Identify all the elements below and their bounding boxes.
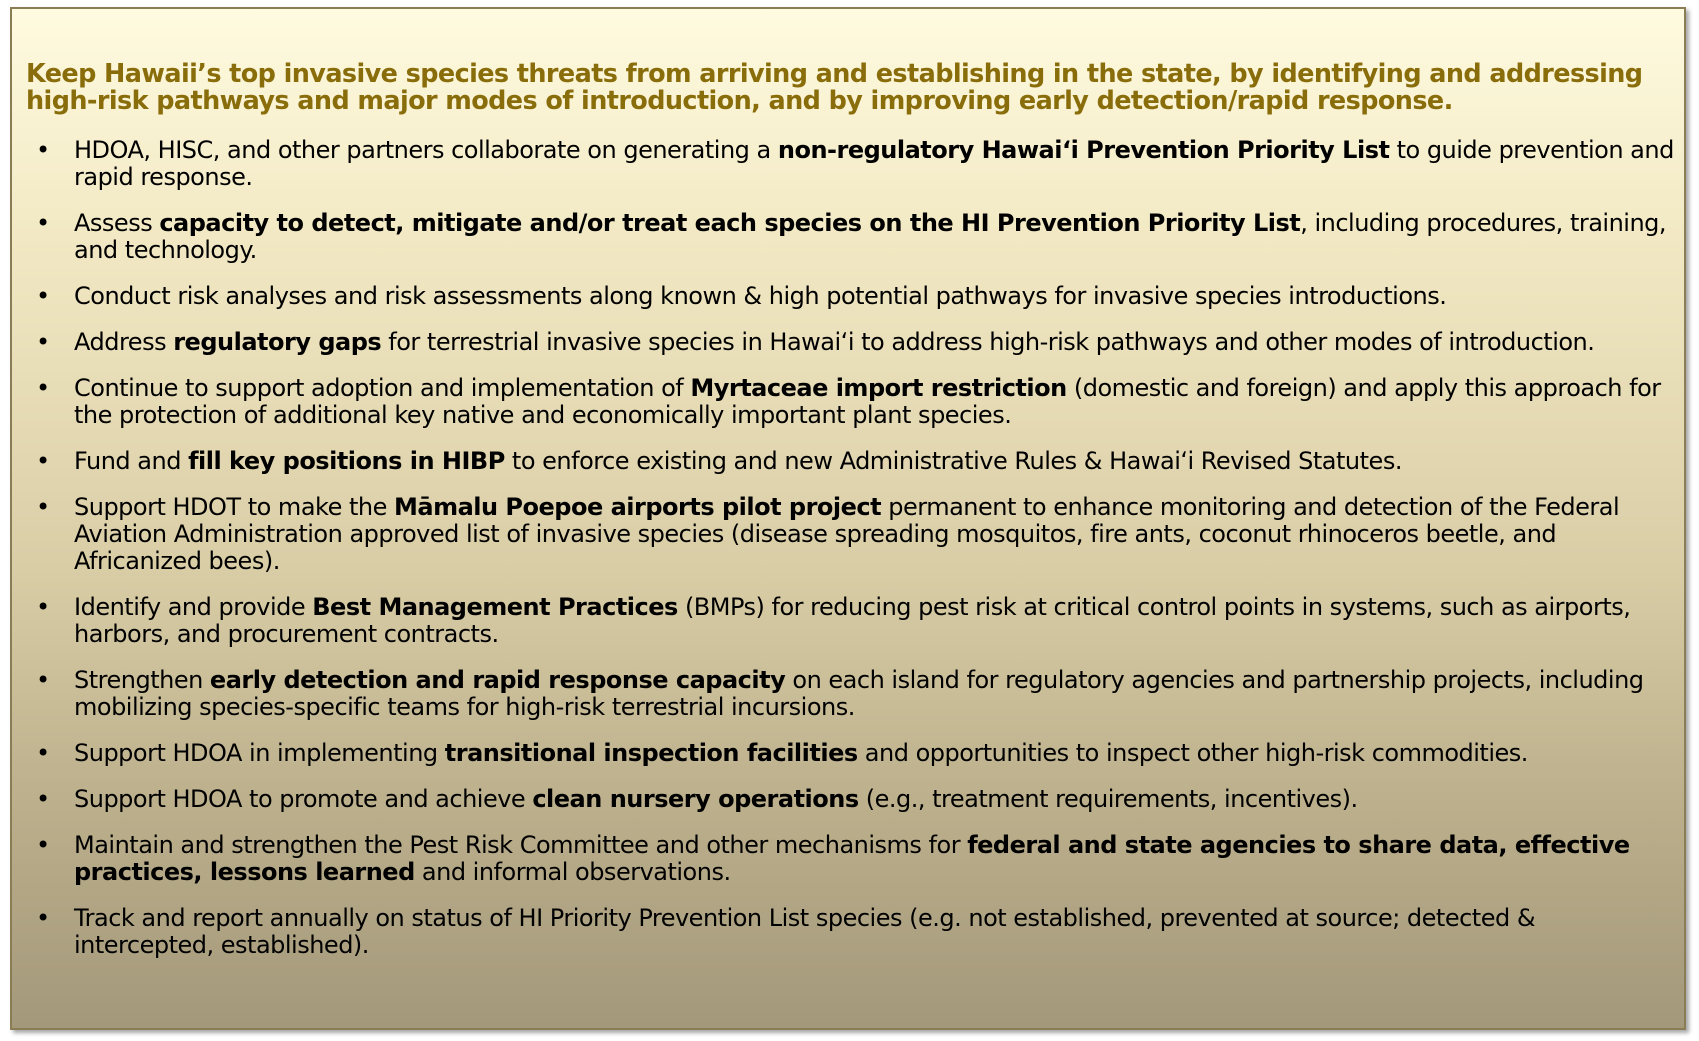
action-item: [26, 448, 1676, 475]
action-item: [26, 283, 1676, 310]
action-item-emphasis: Māmalu Poepoe airports pilot project: [393, 493, 882, 521]
action-item-text: and informal observations.: [414, 858, 731, 886]
action-item-text: (e.g., treatment requirements, incentives).: [858, 785, 1358, 813]
action-item-text: Fund and: [74, 447, 189, 475]
action-item-text: Support HDOT to make the: [74, 493, 394, 521]
action-item-text: HDOA, HISC, and other partners collaborate on generating a: [74, 136, 778, 164]
bullet-icon: •: [36, 282, 50, 310]
action-item-text: to enforce existing and new Administrative Rules & Hawaiʻi Revised Statutes.: [504, 447, 1402, 475]
action-item-text: for terrestrial invasive species in Hawaiʻi to address high-risk pathways and other modes of introduction.: [381, 328, 1595, 356]
action-item-emphasis: non-regulatory Hawaiʻi Prevention Priority List: [777, 136, 1390, 164]
bullet-icon: •: [36, 493, 50, 521]
bullet-icon: •: [36, 447, 50, 475]
action-item-text: permanent to enhance monitoring and detection of the Federal Aviation Administration approved list of invasive species (disease spreading mosquitos, fire ants, coconut rhinoceros beetle, and Africanized bees).: [74, 493, 1620, 575]
bullet-icon: •: [36, 666, 50, 694]
bullet-icon: •: [36, 785, 50, 813]
action-item-text: (domestic and foreign) and apply this approach for the protection of additional key native and economically important plant species.: [74, 374, 1661, 429]
bullet-icon: •: [36, 739, 50, 767]
action-item-emphasis: federal and state agencies to share data, effective practices, lessons learned: [74, 831, 1630, 886]
action-item-text: (BMPs) for reducing pest risk at critical control points in systems, such as airports, harbors, and procurement contracts.: [74, 593, 1631, 648]
action-item: [26, 210, 1676, 264]
bullet-icon: •: [36, 593, 50, 621]
goal-heading: Keep Hawaii’s top invasive species threats from arriving and establishing in the state, by identifying and addressing high-risk pathways and major modes of introduction, and by improving early detection/rapid response.: [26, 59, 1643, 116]
action-item: [26, 740, 1676, 767]
action-item-text: Support HDOA in implementing: [74, 739, 445, 767]
bullet-icon: •: [36, 831, 50, 859]
action-item-text: Conduct risk analyses and risk assessments along known & high potential pathways for invasive species introductions.: [74, 282, 1447, 310]
action-item-text: Maintain and strengthen the Pest Risk Committee and other mechanisms for: [74, 831, 968, 859]
action-item-emphasis: regulatory gaps: [173, 328, 382, 356]
bullet-icon: •: [36, 328, 50, 356]
action-item-emphasis: Myrtaceae import restriction: [690, 374, 1067, 402]
action-item: [26, 667, 1676, 721]
action-item: [26, 375, 1676, 429]
action-item-emphasis: fill key positions in HIBP: [188, 447, 505, 475]
action-item: [26, 786, 1676, 813]
action-item-emphasis: capacity to detect, mitigate and/or treat each species on the HI Prevention Priority List: [159, 209, 1301, 237]
action-item-text: Continue to support adoption and implementation of: [74, 374, 691, 402]
action-item: [26, 594, 1676, 648]
action-item: [26, 329, 1676, 356]
action-item-emphasis: Best Management Practices: [312, 593, 678, 621]
action-item-text: on each island for regulatory agencies and partnership projects, including mobilizing species-specific teams for high-risk terrestrial incursions.: [74, 666, 1644, 721]
bullet-icon: •: [36, 904, 50, 932]
action-item-text: Track and report annually on status of HI Priority Prevention List species (e.g. not established, prevented at source; detected & intercepted, established).: [74, 904, 1536, 959]
action-list: [26, 137, 1676, 978]
action-item-text: , including procedures, training, and technology.: [74, 209, 1667, 264]
bullet-icon: •: [36, 374, 50, 402]
bullet-icon: •: [36, 209, 50, 237]
bullet-icon: •: [36, 136, 50, 164]
action-item-text: Strengthen: [74, 666, 210, 694]
action-item-text: to guide prevention and rapid response.: [74, 136, 1674, 191]
action-item: [26, 905, 1676, 959]
action-item-emphasis: transitional inspection facilities: [444, 739, 858, 767]
action-item-text: Identify and provide: [74, 593, 313, 621]
action-item: [26, 494, 1676, 575]
action-item-text: Assess: [74, 209, 160, 237]
action-item-text: Support HDOA to promote and achieve: [74, 785, 533, 813]
action-item: [26, 832, 1676, 886]
action-item-text: Address: [74, 328, 174, 356]
action-item-text: and opportunities to inspect other high-risk commodities.: [857, 739, 1528, 767]
action-item: [26, 137, 1676, 191]
action-item-emphasis: early detection and rapid response capacity: [209, 666, 786, 694]
goal-panel: [10, 7, 1686, 1030]
action-item-emphasis: clean nursery operations: [532, 785, 859, 813]
